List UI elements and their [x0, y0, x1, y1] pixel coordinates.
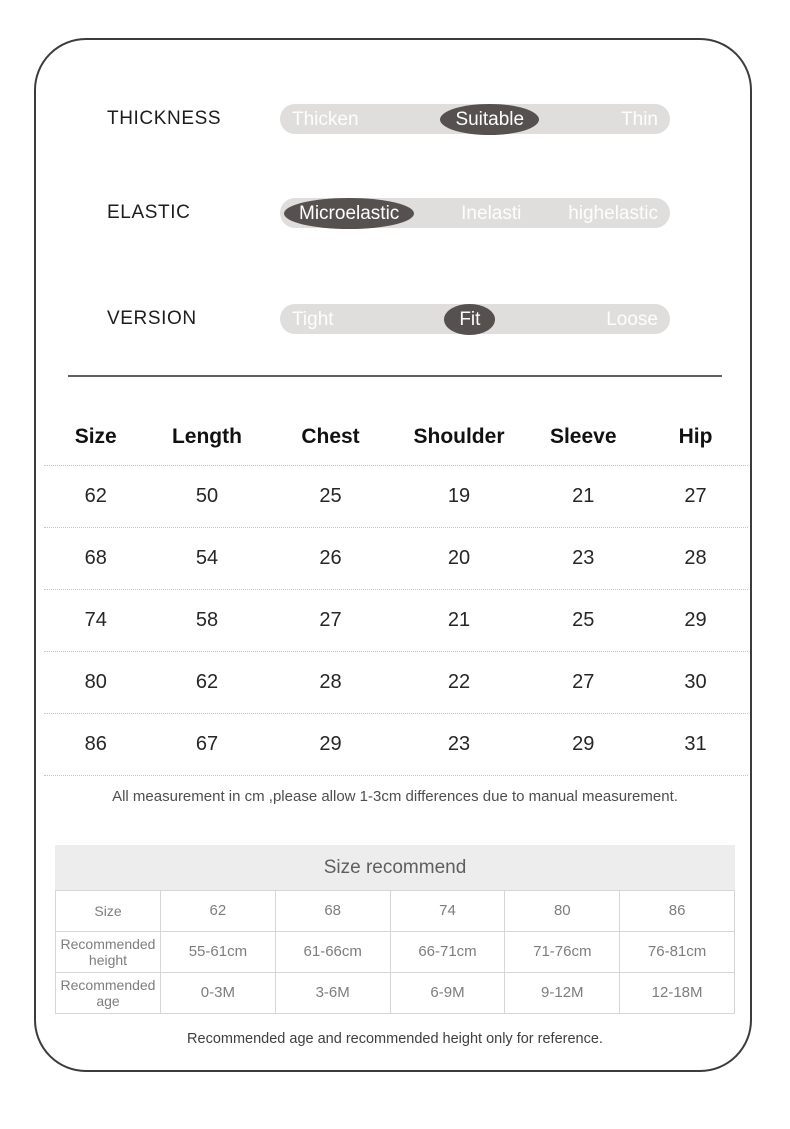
cell: 6-9M — [391, 973, 506, 1014]
cell: 22 — [447, 671, 471, 693]
cell: 27 — [319, 609, 342, 631]
recommend-row-height — [56, 932, 735, 973]
cell: 66-71cm — [391, 932, 506, 973]
col-header-size: Size — [74, 424, 117, 448]
cell: 58 — [195, 609, 219, 631]
cell: 0-3M — [161, 973, 276, 1014]
cell: 68 — [84, 547, 107, 569]
cell: 80 — [505, 891, 620, 932]
cell: 54 — [195, 547, 219, 569]
cell: 21 — [447, 609, 471, 631]
cell: 25 — [572, 609, 595, 631]
cell: 71-76cm — [505, 932, 620, 973]
table-row — [44, 590, 748, 652]
cell: 74 — [391, 891, 506, 932]
table-row — [44, 466, 748, 528]
cell: 55-61cm — [161, 932, 276, 973]
row-label-size: Size — [56, 891, 161, 932]
cell: 23 — [447, 733, 471, 755]
cell: 28 — [684, 547, 707, 569]
cell: 25 — [319, 485, 342, 507]
elastic-options-bar — [280, 198, 670, 228]
cell: 74 — [84, 609, 107, 631]
cell: 86 — [620, 891, 735, 932]
cell: 50 — [195, 485, 219, 507]
thickness-label: THICKNESS — [107, 108, 222, 129]
measurement-disclaimer: All measurement in cm ,please allow 1-3cm differences due to manual measurement. — [112, 788, 678, 805]
col-header-length: Length — [171, 424, 242, 448]
cell: 27 — [684, 485, 707, 507]
cell: 29 — [319, 733, 342, 755]
cell: 30 — [684, 671, 707, 693]
attribute-row-thickness — [0, 104, 790, 134]
cell: 23 — [572, 547, 595, 569]
section-divider — [68, 375, 722, 377]
cell: 3-6M — [276, 973, 391, 1014]
recommend-row-size — [56, 891, 735, 932]
option-inelasti: Inelasti — [461, 202, 522, 224]
col-header-sleeve: Sleeve — [549, 424, 617, 448]
option-loose: Loose — [606, 308, 658, 330]
cell: 12-18M — [620, 973, 735, 1014]
size-recommend-table — [55, 890, 735, 1014]
cell: 67 — [195, 733, 219, 755]
col-header-shoulder: Shoulder — [413, 424, 505, 448]
cell: 29 — [572, 733, 595, 755]
elastic-label: ELASTIC — [107, 202, 191, 223]
table-row — [44, 652, 748, 714]
option-fit-selected: Fit — [444, 304, 495, 335]
cell: 68 — [276, 891, 391, 932]
option-microelastic-selected: Microelastic — [284, 198, 414, 229]
option-thin: Thin — [621, 108, 658, 130]
cell: 29 — [684, 609, 707, 631]
size-measurement-table — [44, 408, 748, 776]
row-label-recommended-age: Recommended age — [56, 973, 161, 1014]
table-row — [44, 714, 748, 776]
cell: 62 — [195, 671, 219, 693]
col-header-hip: Hip — [678, 424, 713, 448]
cell: 62 — [84, 485, 107, 507]
col-header-chest: Chest — [301, 424, 360, 448]
cell: 28 — [319, 671, 342, 693]
attribute-row-elastic — [0, 198, 790, 228]
table-header-row — [44, 408, 748, 466]
cell: 62 — [161, 891, 276, 932]
version-options-bar — [280, 304, 670, 334]
cell: 27 — [572, 671, 595, 693]
cell: 76-81cm — [620, 932, 735, 973]
cell: 86 — [84, 733, 107, 755]
cell: 20 — [447, 547, 471, 569]
cell: 61-66cm — [276, 932, 391, 973]
attribute-row-version — [0, 304, 790, 334]
cell: 31 — [684, 733, 707, 755]
thickness-options-bar — [280, 104, 670, 134]
cell: 80 — [84, 671, 107, 693]
option-tight: Tight — [292, 308, 334, 330]
option-thicken: Thicken — [292, 108, 359, 130]
table-row — [44, 528, 748, 590]
cell: 19 — [447, 485, 471, 507]
option-highelastic: highelastic — [568, 202, 658, 224]
cell: 26 — [319, 547, 342, 569]
size-recommend-title: Size recommend — [55, 845, 735, 890]
row-label-recommended-height: Recommended height — [56, 932, 161, 973]
cell: 9-12M — [505, 973, 620, 1014]
reference-disclaimer: Recommended age and recommended height only for reference. — [187, 1031, 603, 1047]
option-suitable-selected: Suitable — [440, 104, 539, 135]
recommend-row-age — [56, 973, 735, 1014]
cell: 21 — [572, 485, 595, 507]
version-label: VERSION — [107, 308, 197, 329]
